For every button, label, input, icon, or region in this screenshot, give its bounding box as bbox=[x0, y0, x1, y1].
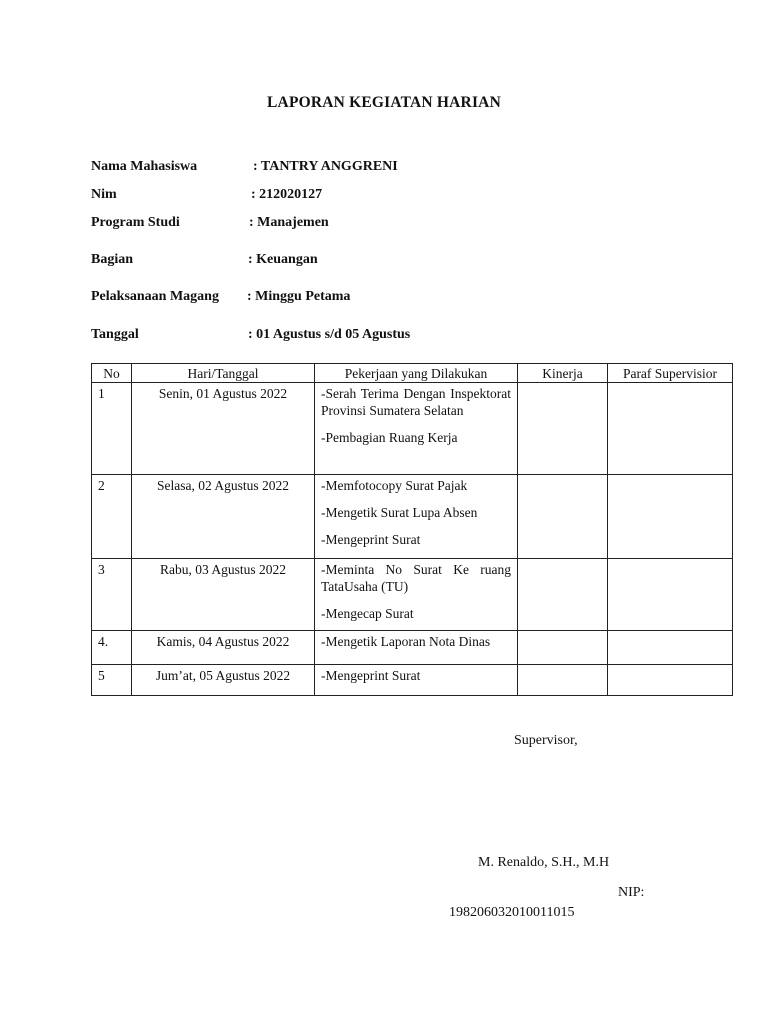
cell-tasks bbox=[315, 665, 518, 696]
info-value: : Manajemen bbox=[249, 215, 329, 230]
header-paraf: Paraf Supervisior bbox=[608, 364, 733, 383]
header-task: Pekerjaan yang Dilakukan bbox=[315, 364, 518, 383]
cell-paraf bbox=[608, 559, 733, 631]
info-label: Nama Mahasiswa bbox=[91, 159, 198, 174]
task-item: -Mengecap Surat bbox=[321, 606, 414, 621]
task-item: -Meminta No Surat Ke ruang TataUsaha (TU) bbox=[321, 562, 511, 594]
task-item: -Pembagian Ruang Kerja bbox=[321, 430, 458, 445]
task-item: -Mengetik Surat Lupa Absen bbox=[321, 505, 478, 520]
header-kinerja: Kinerja bbox=[518, 364, 608, 383]
cell-tasks bbox=[315, 631, 518, 665]
info-value: : TANTRY ANGGRENI bbox=[253, 159, 398, 174]
cell-paraf bbox=[608, 383, 733, 475]
info-label: Nim bbox=[91, 187, 117, 202]
task-item: -Memfotocopy Surat Pajak bbox=[321, 478, 468, 493]
info-label: Tanggal bbox=[91, 327, 139, 342]
info-label: Bagian bbox=[91, 252, 134, 267]
task-item: -Mengetik Laporan Nota Dinas bbox=[321, 634, 491, 649]
cell-paraf bbox=[608, 475, 733, 559]
task-item: -Mengeprint Surat bbox=[321, 532, 421, 547]
table-row bbox=[92, 383, 733, 475]
cell-date: Kamis, 04 Agustus 2022 bbox=[132, 631, 315, 665]
cell-tasks bbox=[315, 475, 518, 559]
document-title: LAPORAN KEGIATAN HARIAN bbox=[267, 94, 501, 111]
cell-tasks bbox=[315, 383, 518, 475]
table-row bbox=[92, 475, 733, 559]
cell-paraf bbox=[608, 665, 733, 696]
cell-no: 4. bbox=[92, 631, 132, 665]
cell-tasks bbox=[315, 559, 518, 631]
table-header-row bbox=[92, 364, 733, 383]
cell-no: 1 bbox=[92, 383, 132, 475]
cell-date: Rabu, 03 Agustus 2022 bbox=[132, 559, 315, 631]
cell-kinerja bbox=[518, 383, 608, 475]
task-item: -Serah Terima Dengan Inspektorat Provinsi Sumatera Selatan bbox=[321, 386, 511, 418]
cell-date: Jum’at, 05 Agustus 2022 bbox=[132, 665, 315, 696]
cell-date: Senin, 01 Agustus 2022 bbox=[132, 383, 315, 475]
cell-kinerja bbox=[518, 665, 608, 696]
info-value: : Minggu Petama bbox=[247, 289, 351, 304]
cell-no: 3 bbox=[92, 559, 132, 631]
cell-no: 5 bbox=[92, 665, 132, 696]
header-no: No bbox=[92, 364, 132, 383]
info-value: : Keuangan bbox=[248, 252, 318, 267]
cell-date: Selasa, 02 Agustus 2022 bbox=[132, 475, 315, 559]
supervisor-role: Supervisor, bbox=[514, 733, 578, 748]
info-value: : 212020127 bbox=[251, 187, 323, 202]
nip-number: 198206032010011015 bbox=[449, 905, 575, 920]
table-row bbox=[92, 559, 733, 631]
info-value: : 01 Agustus s/d 05 Agustus bbox=[248, 327, 411, 342]
cell-kinerja bbox=[518, 559, 608, 631]
cell-paraf bbox=[608, 631, 733, 665]
cell-no: 2 bbox=[92, 475, 132, 559]
table-row bbox=[92, 665, 733, 696]
table-row bbox=[92, 631, 733, 665]
task-item: -Mengeprint Surat bbox=[321, 668, 421, 683]
nip-label: NIP: bbox=[618, 885, 645, 900]
info-label: Pelaksanaan Magang bbox=[91, 289, 219, 304]
info-label: Program Studi bbox=[91, 215, 180, 230]
supervisor-name: M. Renaldo, S.H., M.H bbox=[478, 855, 610, 870]
cell-kinerja bbox=[518, 475, 608, 559]
activity-table bbox=[91, 363, 733, 696]
header-date: Hari/Tanggal bbox=[132, 364, 315, 383]
cell-kinerja bbox=[518, 631, 608, 665]
